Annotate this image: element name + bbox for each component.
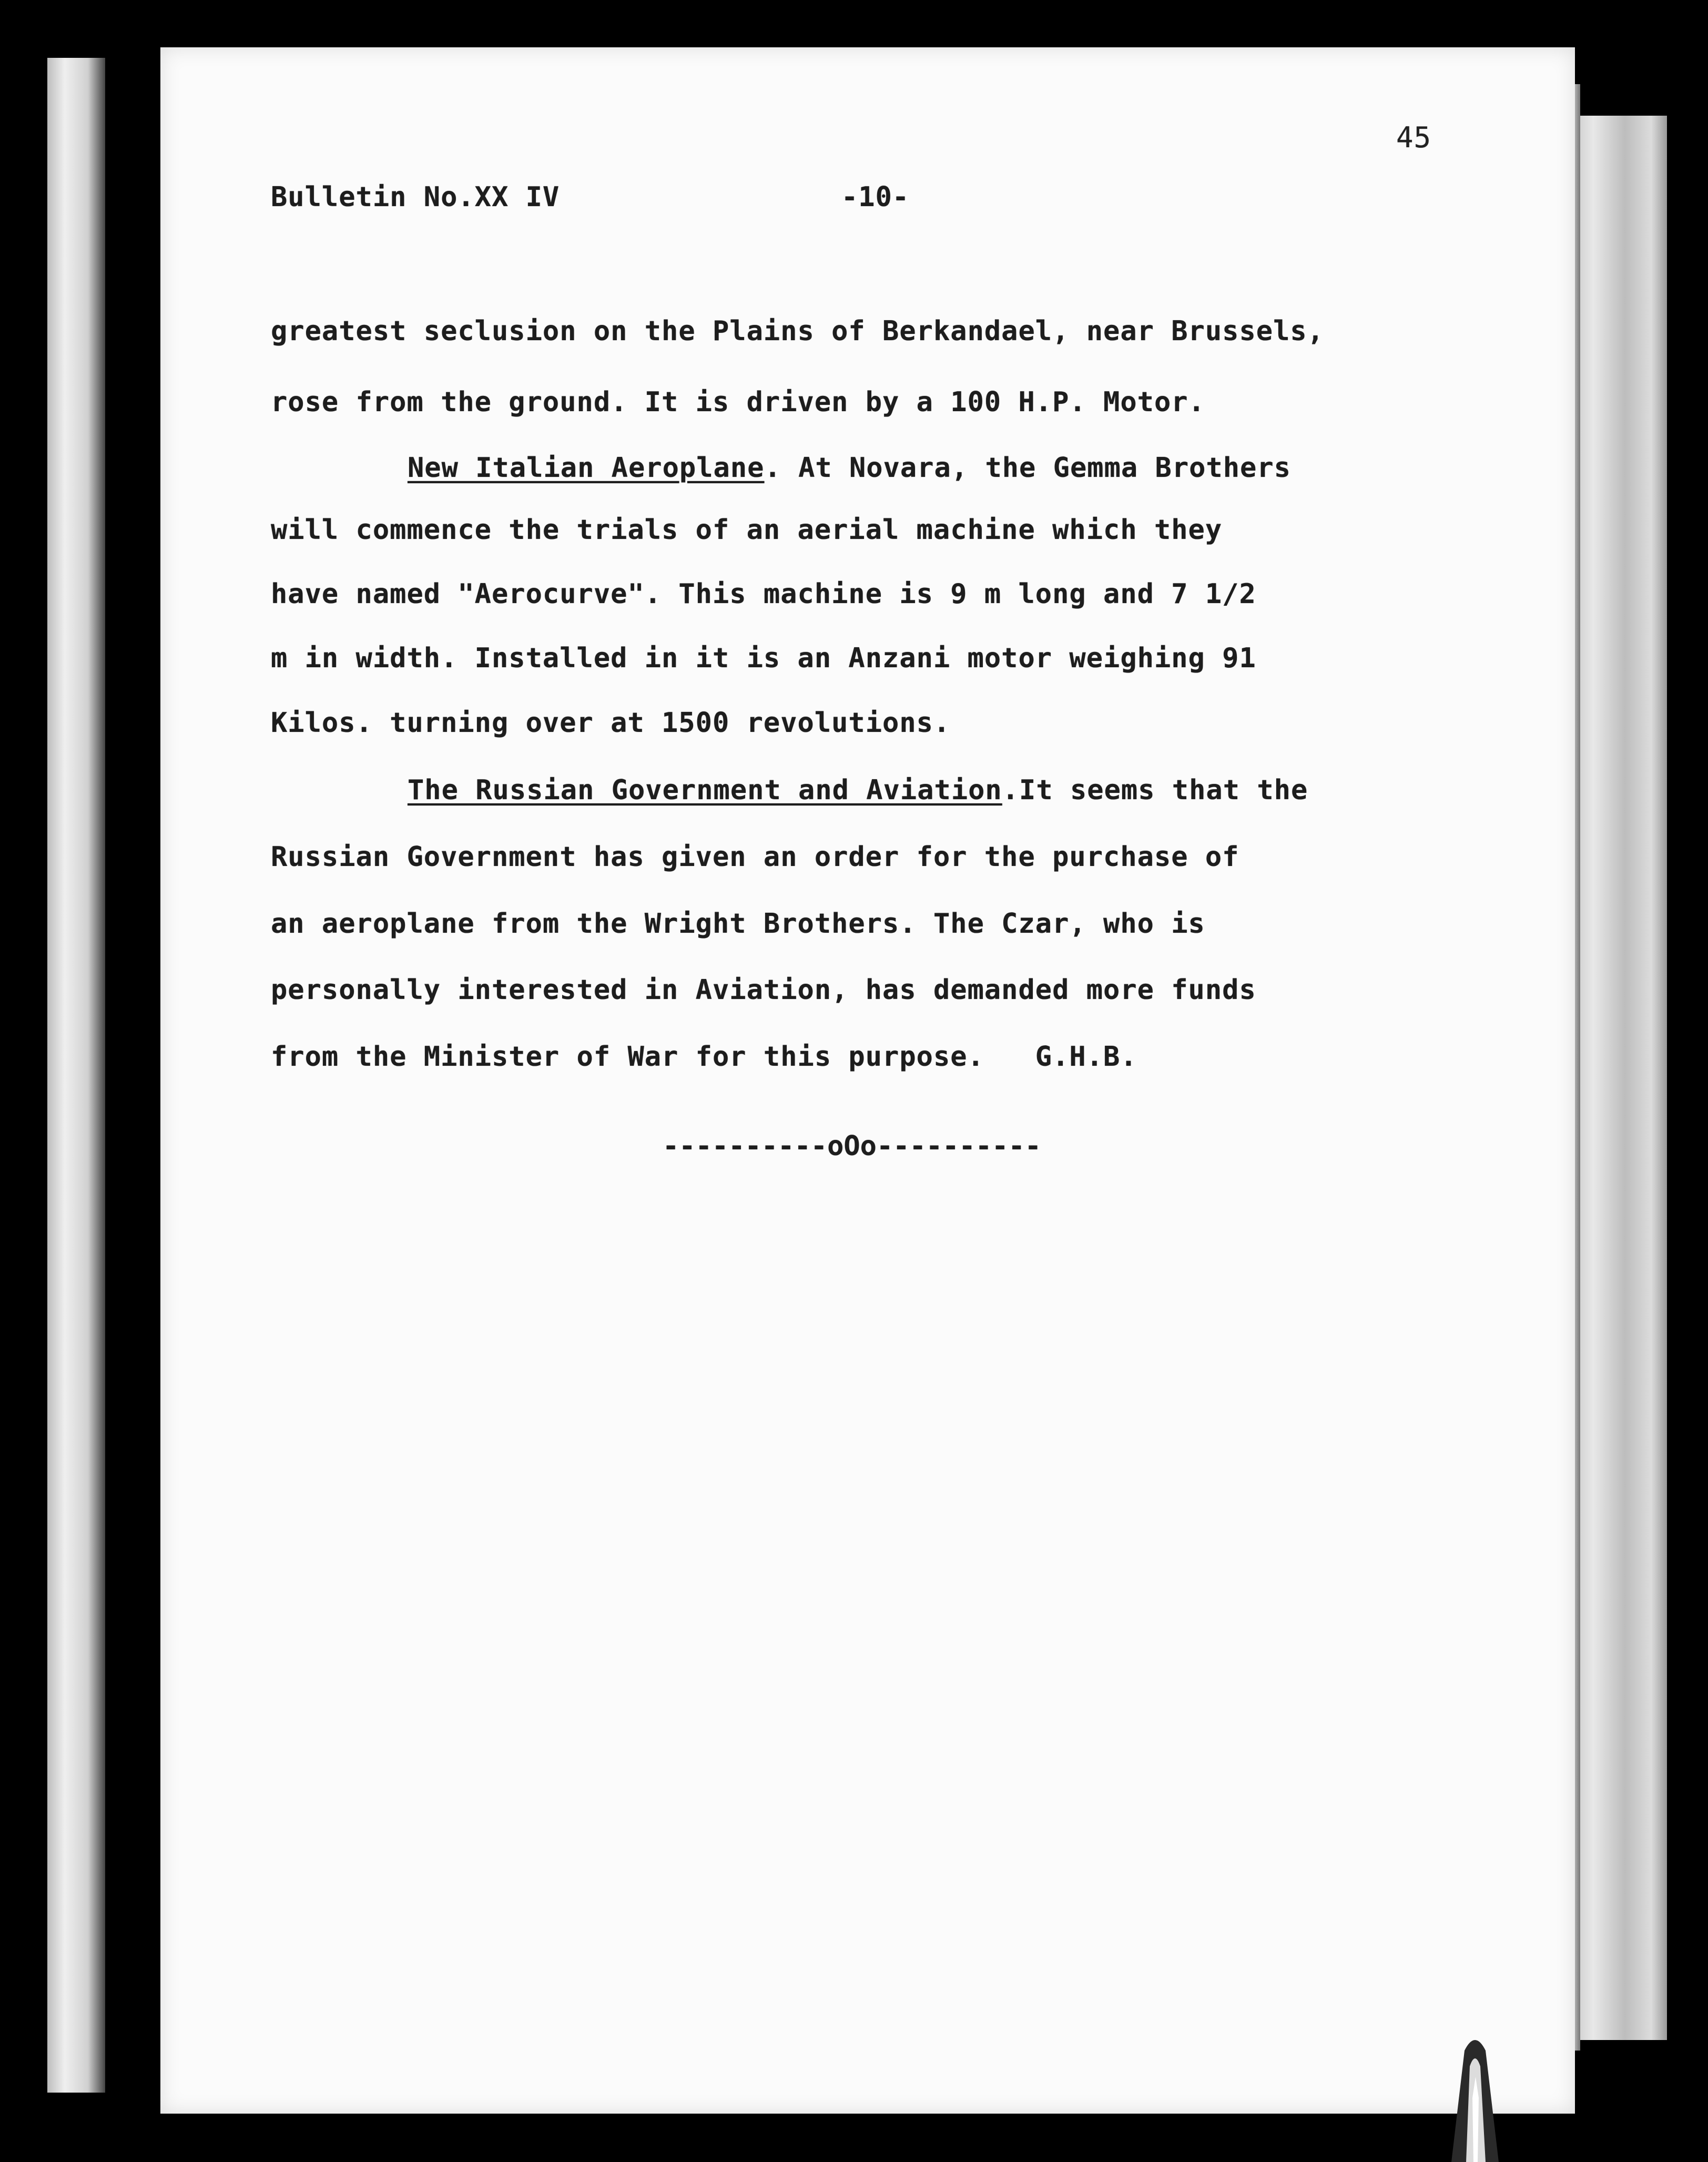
- previous-page-edge: [47, 58, 105, 2093]
- body-line: Kilos. turning over at 1500 revolutions.: [271, 707, 951, 739]
- body-line: will commence the trials of an aerial machine which they: [271, 514, 1223, 546]
- paragraph-text: . At Novara, the Gemma Brothers: [764, 452, 1291, 484]
- body-line: personally interested in Aviation, has demanded more funds: [271, 974, 1256, 1006]
- body-line: Russian Government has given an order for the purchase of: [271, 841, 1239, 873]
- body-line: from the Minister of War for this purpose. G.H.B.: [271, 1041, 1137, 1073]
- section-number: -10-: [841, 181, 910, 213]
- section-divider: ----------oOo----------: [663, 1130, 1042, 1162]
- paragraph-first-line: [271, 774, 1308, 806]
- body-line: rose from the ground. It is driven by a 100 H.P. Motor.: [271, 386, 1205, 418]
- bulletin-id: Bulletin No.XX IV: [271, 181, 560, 213]
- russian-government-heading: The Russian Government and Aviation: [408, 774, 1002, 806]
- paragraph-text: .It seems that the: [1002, 774, 1308, 806]
- paragraph-first-line: [271, 452, 1291, 484]
- body-line: m in width. Installed in it is an Anzani motor weighing 91: [271, 643, 1256, 674]
- italian-aeroplane-heading: New Italian Aeroplane: [408, 452, 765, 484]
- body-line: have named "Aerocurve". This machine is 9 m long and 7 1/2: [271, 578, 1256, 610]
- page-number: 45: [1396, 121, 1432, 154]
- pen-tip: [1420, 2035, 1530, 2162]
- body-line: an aeroplane from the Wright Brothers. The Czar, who is: [271, 908, 1205, 940]
- paper-sheet: [160, 47, 1575, 2114]
- body-line: greatest seclusion on the Plains of Berkandael, near Brussels,: [271, 315, 1325, 347]
